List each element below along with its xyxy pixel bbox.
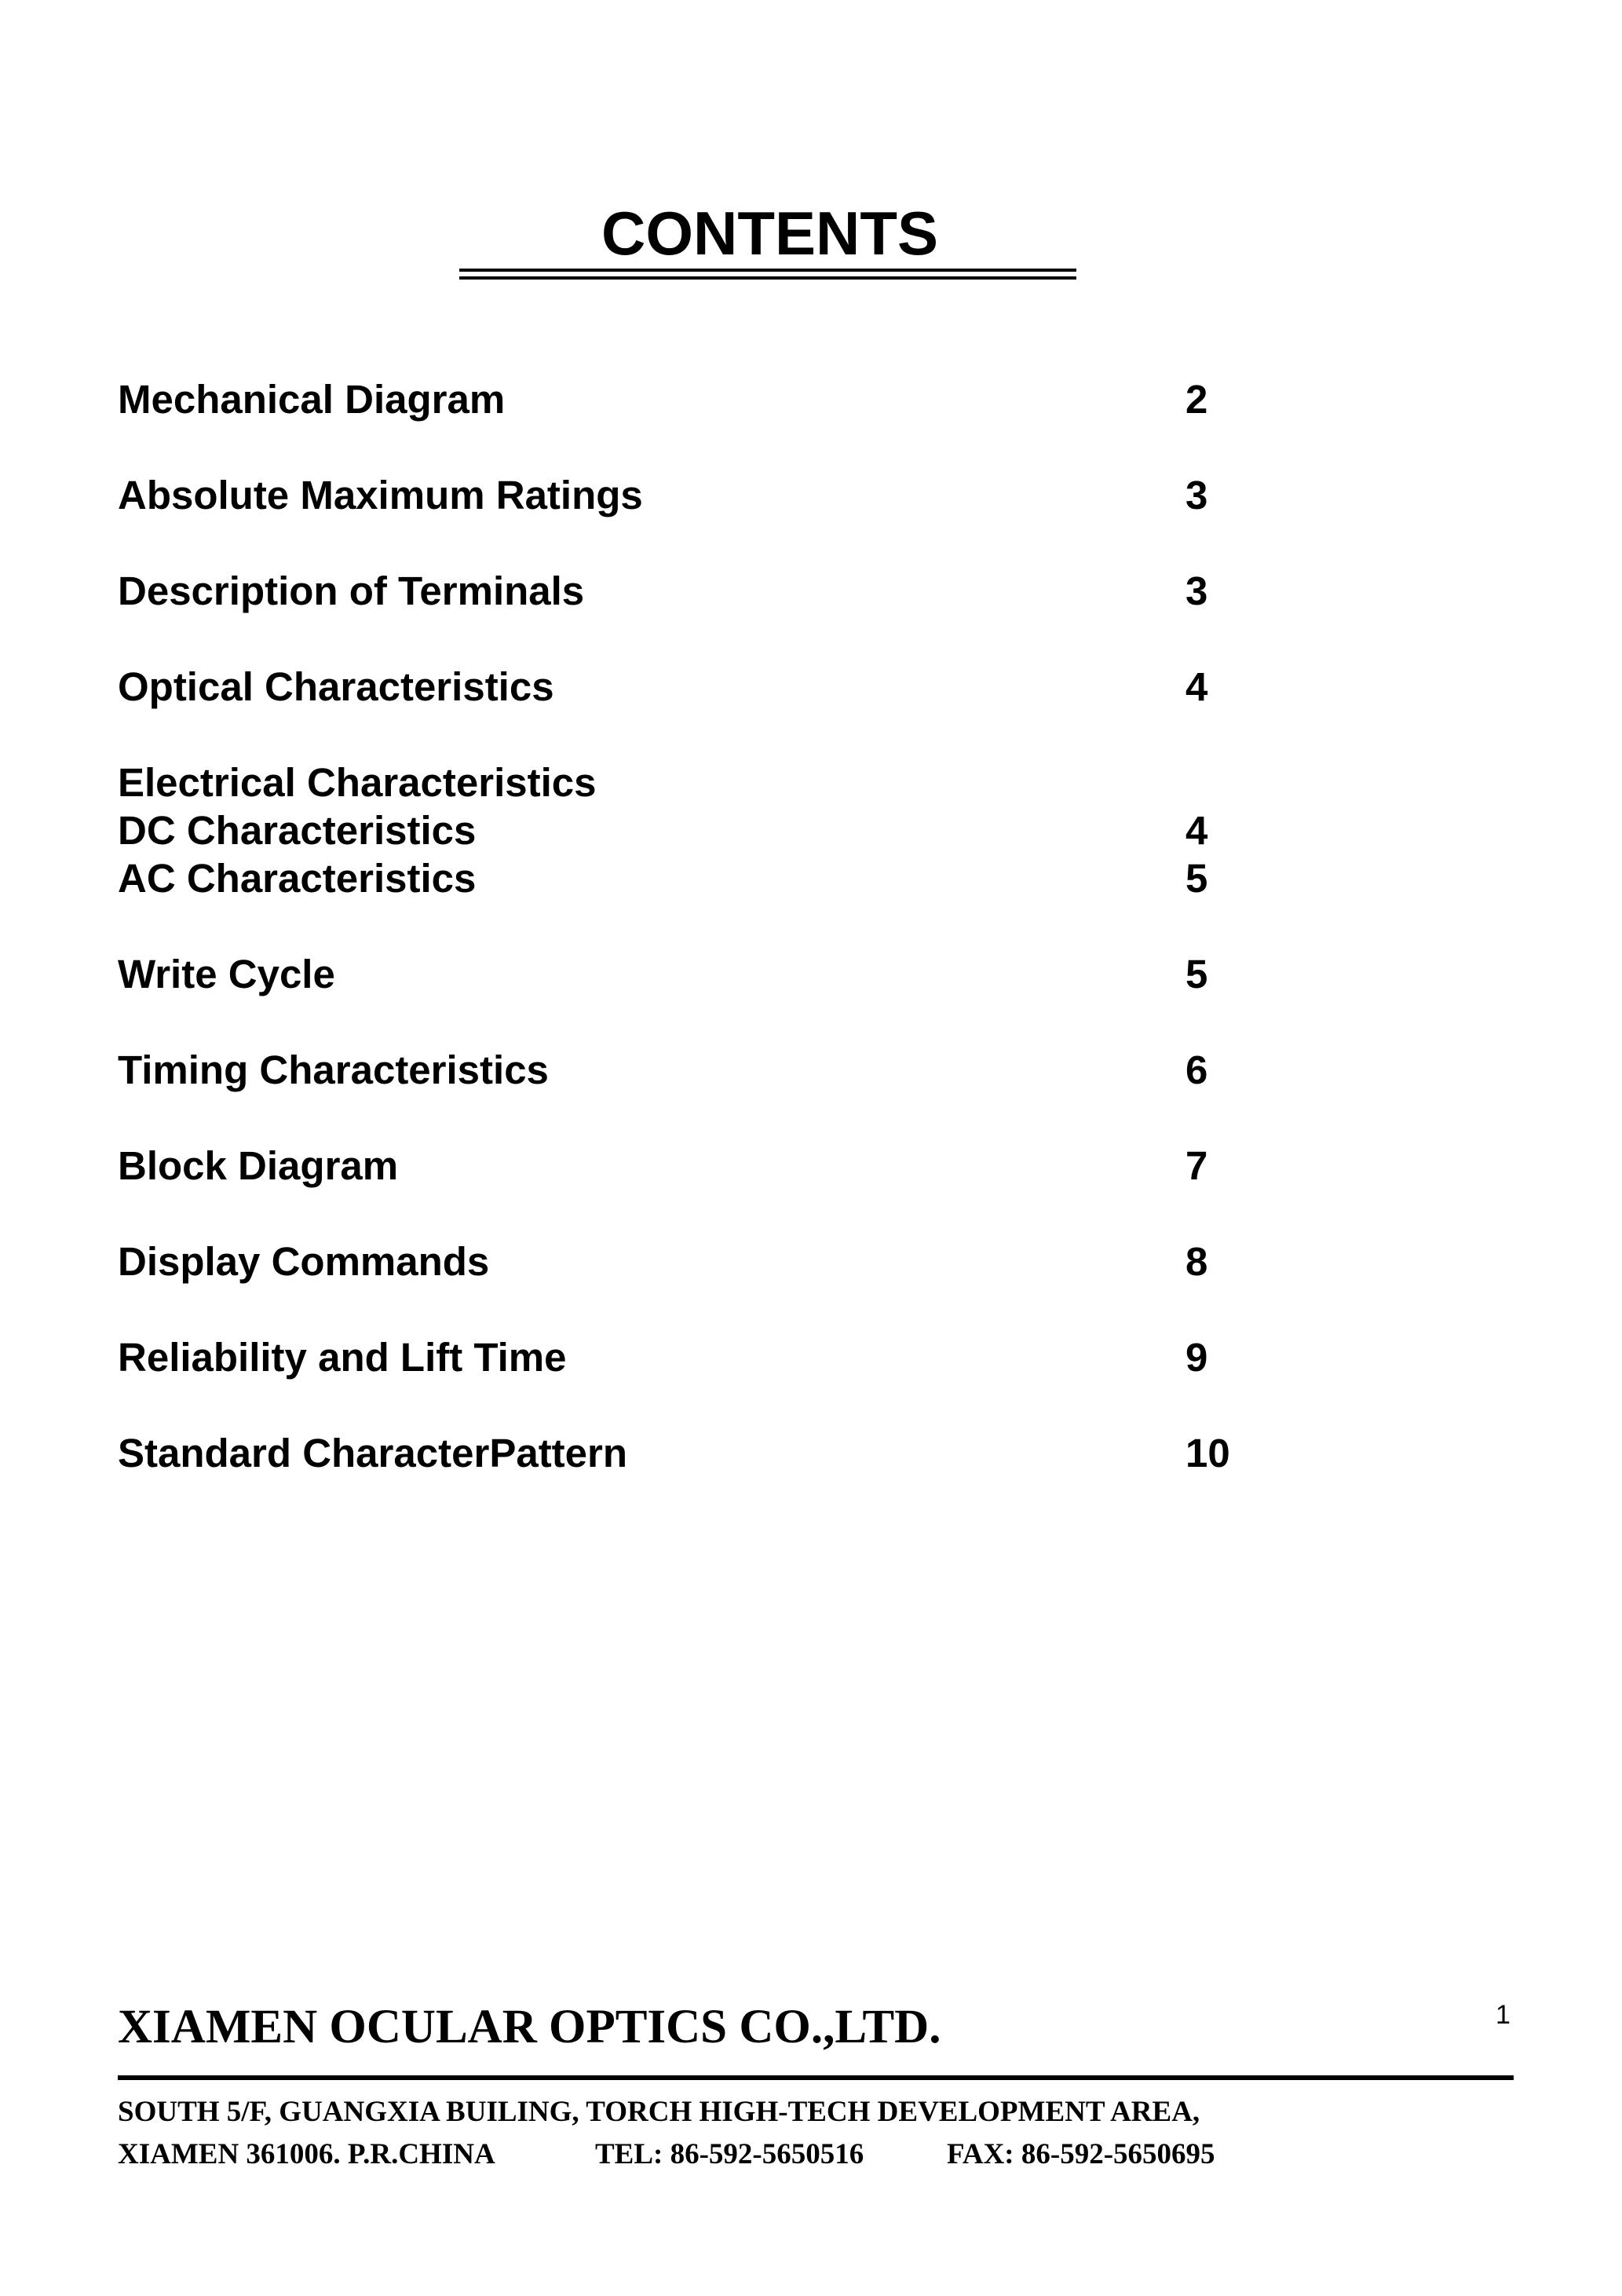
address-line-1: SOUTH 5/F, GUANGXIA BUILING, TORCH HIGH-TECH DEVELOPMENT AREA, <box>118 2096 1200 2128</box>
toc-page: 6 <box>1185 1047 1208 1092</box>
toc-page: 3 <box>1185 473 1208 517</box>
toc-row-display-commands <box>118 1238 1295 1285</box>
page-title: CONTENTS <box>601 199 938 268</box>
toc-row-reliability-and-lift-time <box>118 1333 1295 1381</box>
toc-label: Standard CharacterPattern <box>118 1431 628 1475</box>
toc-label: AC Characteristics <box>118 856 477 901</box>
address-city: XIAMEN 361006. P.R.CHINA <box>118 2138 495 2170</box>
toc-label: Write Cycle <box>118 952 335 996</box>
toc-row-mechanical-diagram <box>118 375 1295 423</box>
toc-label: Optical Characteristics <box>118 664 554 709</box>
toc-row-electrical-characteristics <box>118 759 1295 806</box>
toc-page: 2 <box>1185 377 1208 422</box>
toc-page: 4 <box>1185 664 1208 709</box>
toc-row-absolute-maximum-ratings <box>118 471 1295 519</box>
toc-row-dc-characteristics <box>118 806 1295 854</box>
telephone: TEL: 86-592-5650516 <box>595 2138 864 2170</box>
address-line-2 <box>118 2137 1215 2172</box>
toc-label: Mechanical Diagram <box>118 377 506 422</box>
toc-row-write-cycle <box>118 950 1295 998</box>
footer-divider <box>118 2075 1514 2080</box>
toc-row-ac-characteristics <box>118 854 1295 902</box>
toc-row-optical-characteristics <box>118 663 1295 711</box>
toc-label: Reliability and Lift Time <box>118 1335 567 1380</box>
toc-page: 3 <box>1185 569 1208 613</box>
toc-page: 4 <box>1185 808 1208 853</box>
toc-page: 5 <box>1185 856 1208 901</box>
toc-page: 5 <box>1185 952 1208 996</box>
toc-label: Display Commands <box>118 1239 490 1284</box>
toc-label: Electrical Characteristics <box>118 760 597 805</box>
toc-row-standard-character-pattern <box>118 1429 1295 1477</box>
toc-row-timing-characteristics <box>118 1046 1295 1094</box>
company-name: XIAMEN OCULAR OPTICS CO.,LTD. <box>118 2001 941 2053</box>
title-double-rule <box>459 269 1076 280</box>
toc-page: 9 <box>1185 1335 1208 1380</box>
toc-label: Block Diagram <box>118 1143 399 1188</box>
fax: FAX: 86-592-5650695 <box>947 2138 1215 2170</box>
toc-label: Absolute Maximum Ratings <box>118 473 643 517</box>
toc-label: DC Characteristics <box>118 808 477 853</box>
toc-row-block-diagram <box>118 1142 1295 1190</box>
toc-label: Description of Terminals <box>118 569 585 613</box>
toc-page: 7 <box>1185 1143 1208 1188</box>
page-number: 1 <box>1496 2000 1511 2030</box>
toc-label: Timing Characteristics <box>118 1047 549 1092</box>
toc-row-description-of-terminals <box>118 567 1295 615</box>
toc-page: 8 <box>1185 1239 1208 1284</box>
toc-page: 10 <box>1185 1431 1230 1475</box>
